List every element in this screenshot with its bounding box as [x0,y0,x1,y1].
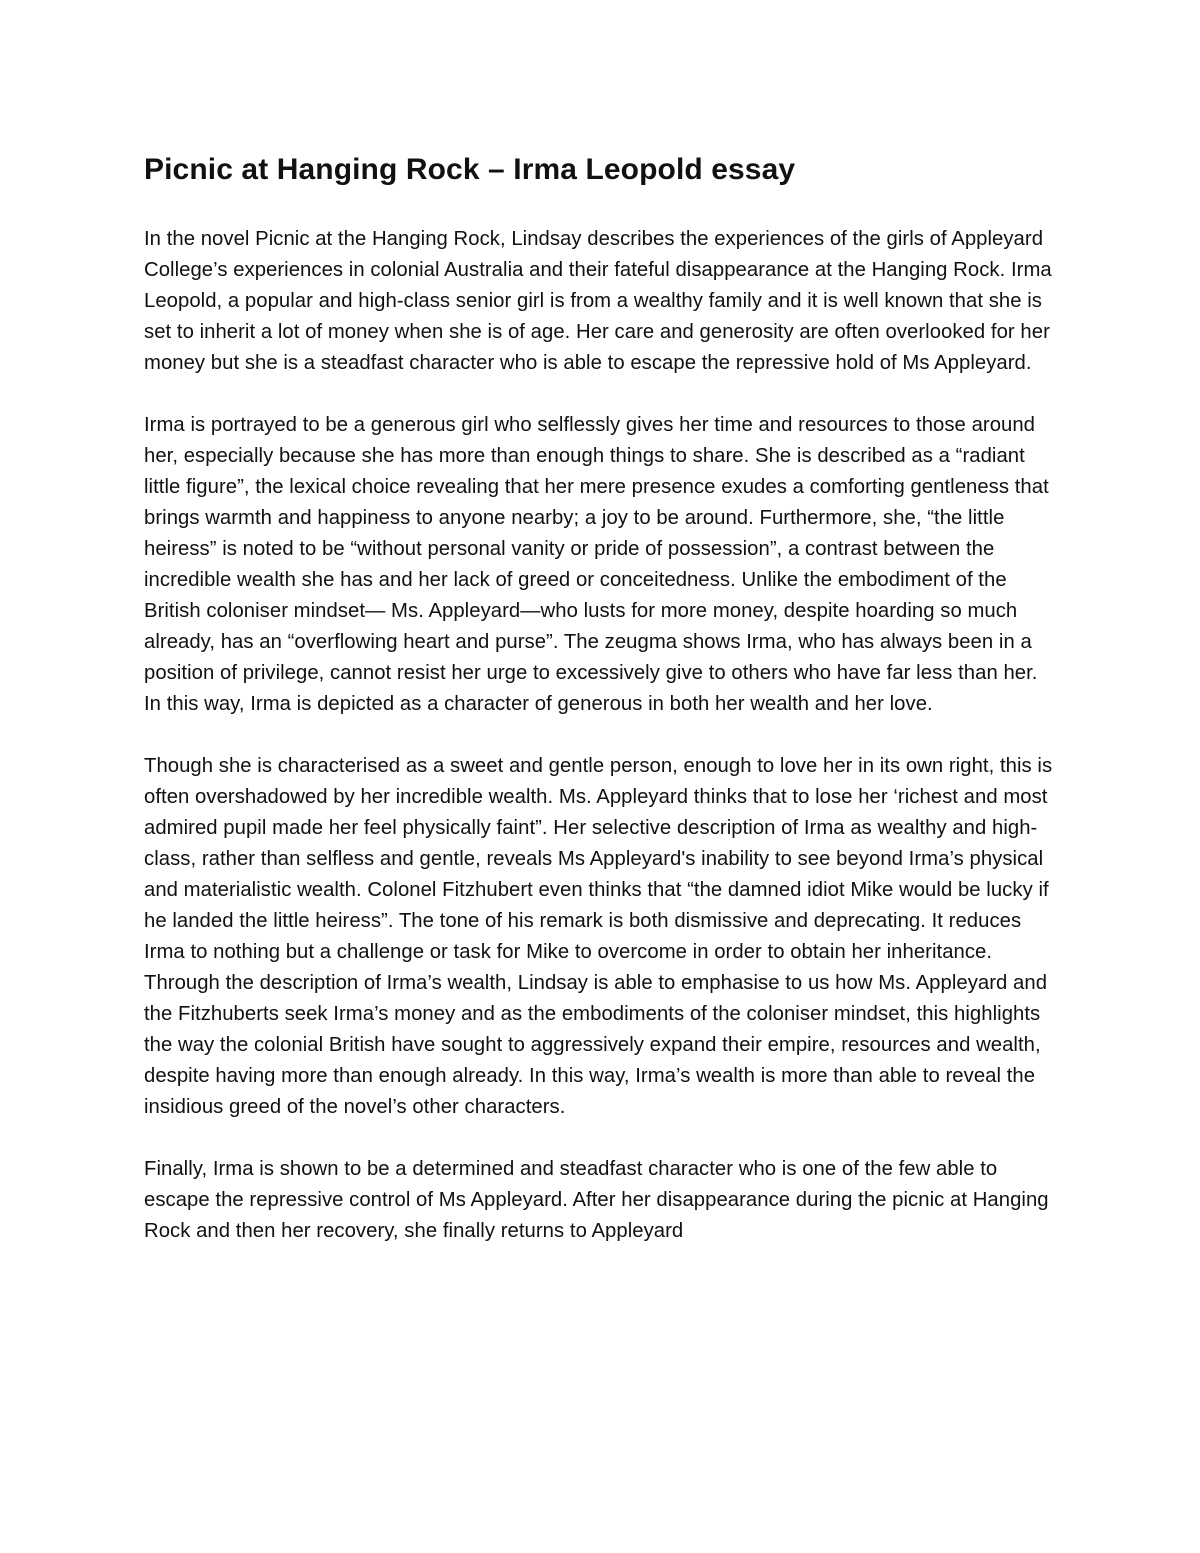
paragraph-generosity: Irma is portrayed to be a generous girl who selflessly gives her time and resources to those around her, especially because she has more than enough things to share. She is described as a “radiant little figure”, the lexical choice revealing that her mere presence exudes a comforting gentleness that brings warmth and happiness to anyone nearby; a joy to be around. Furthermore, she, “the little heiress” is noted to be “without personal vanity or pride of possession”, a contrast between the incredible wealth she has and her lack of greed or conceitedness. Unlike the embodiment of the British coloniser mindset— Ms. Appleyard—who lusts for more money, despite hoarding so much already, has an “overflowing heart and purse”. The zeugma shows Irma, who has always been in a position of privilege, cannot resist her urge to excessively give to others who have far less than her. In this way, Irma is depicted as a character of generous in both her wealth and her love. [144,414,1049,715]
page-title: Picnic at Hanging Rock – Irma Leopold essay [144,153,796,186]
paragraph-intro: In the novel Picnic at the Hanging Rock, Lindsay describes the experiences of the girls of Appleyard College’s experiences in colonial Australia and their fateful disappearance at the Hanging Rock. Irma Leopold, a popular and high-class senior girl is from a wealthy family and it is well known that she is set to inherit a lot of money when she is of age. Her care and generosity are often overlooked for her money but she is a steadfast character who is able to escape the repressive hold of Ms Appleyard. [144,228,1052,374]
paragraph-wealth: Though she is characterised as a sweet and gentle person, enough to love her in its own right, this is often overshadowed by her incredible wealth. Ms. Appleyard thinks that to lose her ‘richest and most admired pupil made her feel physically faint”. Her selective description of Irma as wealthy and high-class, rather than selfless and gentle, reveals Ms Appleyard's inability to see beyond Irma’s physical and materialistic wealth. Colonel Fitzhubert even thinks that “the damned idiot Mike would be lucky if he landed the little heiress”. The tone of his remark is both dismissive and deprecating. It reduces Irma to nothing but a challenge or task for Mike to overcome in order to obtain her inheritance. Through the description of Irma’s wealth, Lindsay is able to emphasise to us how Ms. Appleyard and the Fitzhuberts seek Irma’s money and as the embodiments of the coloniser mindset, this highlights the way the colonial British have sought to aggressively expand their empire, resources and wealth, despite having more than enough already. In this way, Irma’s wealth is more than able to reveal the insidious greed of the novel’s other characters. [144,755,1053,1118]
paragraph-steadfast: Finally, Irma is shown to be a determined and steadfast character who is one of the few able to escape the repressive control of Ms Appleyard. After her disappearance during the picnic at Hanging Rock and then her recovery, she finally returns to Appleyard [144,1158,1049,1242]
document-body [144,150,1059,1278]
